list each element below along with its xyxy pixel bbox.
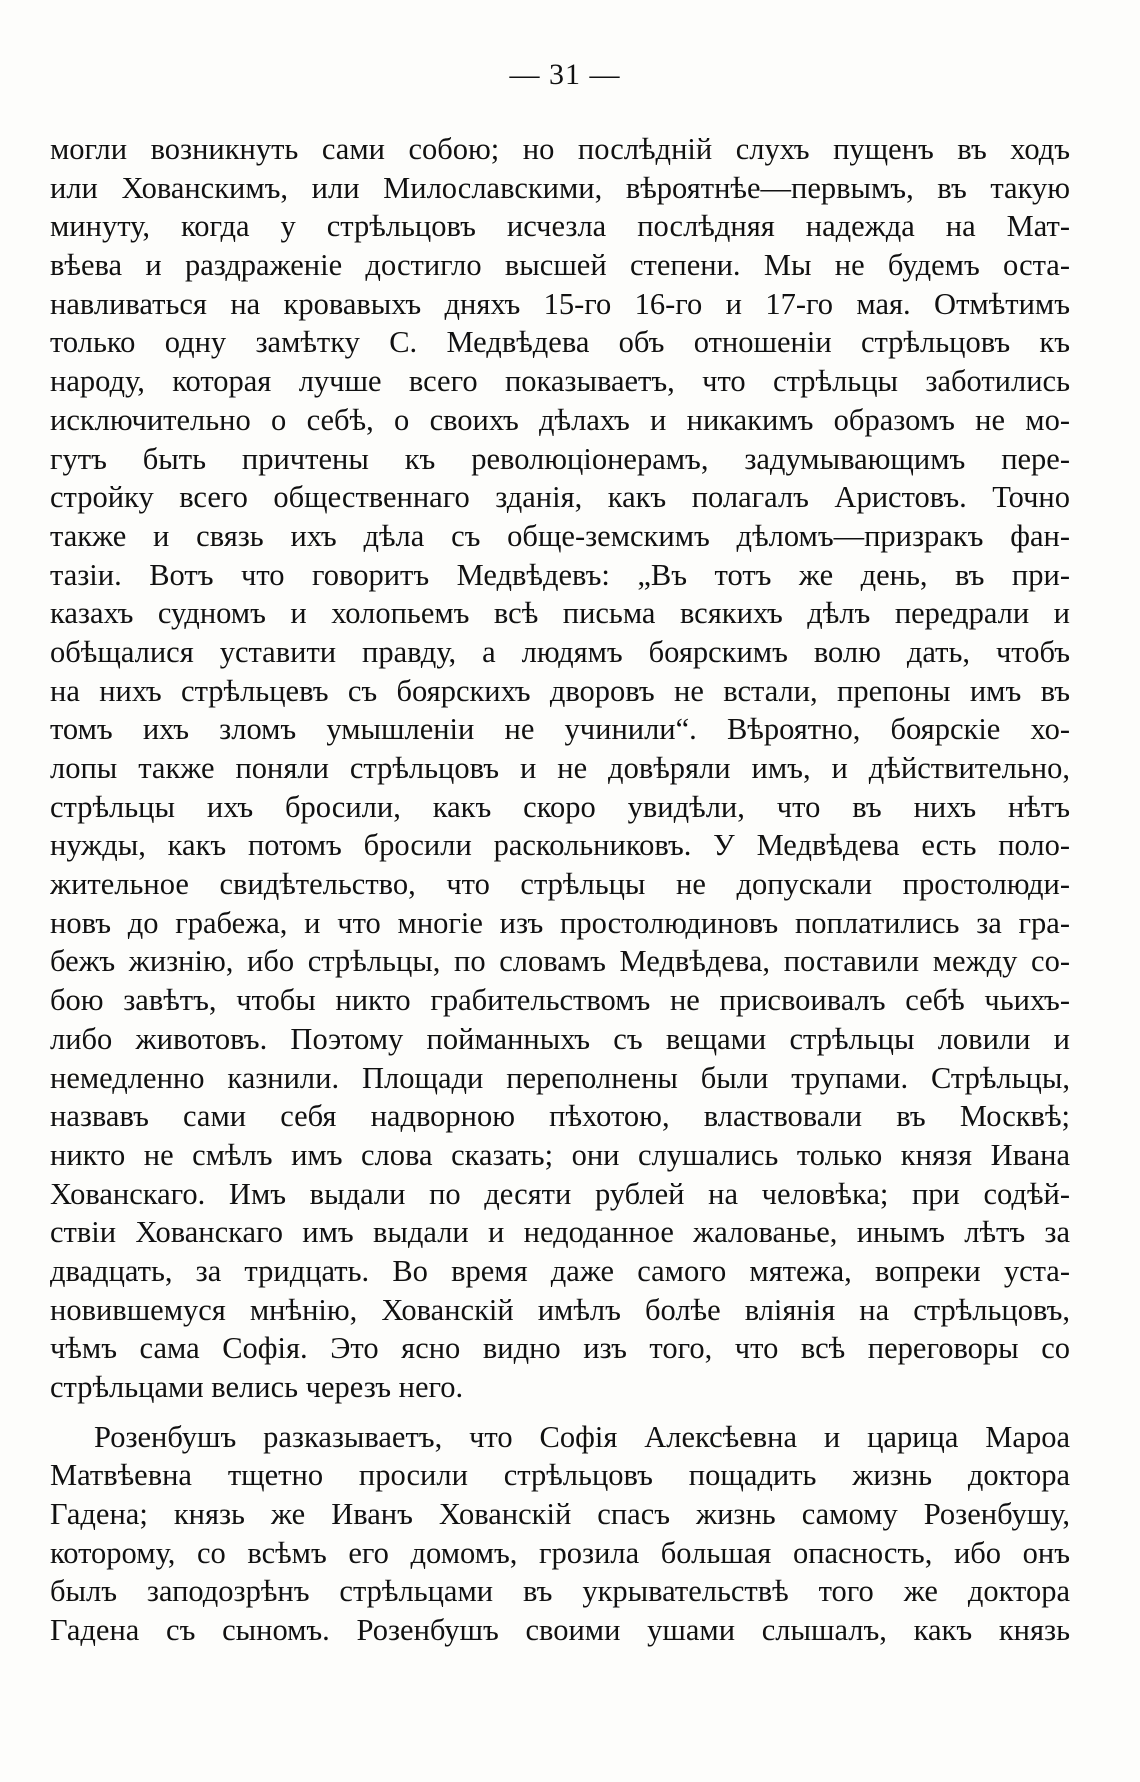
text-line: Гадена съ сыномъ. Розенбушъ своими ушами слышалъ, какъ князь [50, 1613, 1070, 1648]
text-line: Хованскаго. Имъ выдали по десяти рублей на человѣка; при содѣй- [50, 1176, 1070, 1211]
text-line: бою завѣтъ, чтобы никто грабительствомъ не присвоивалъ себѣ чьихъ- [50, 983, 1070, 1018]
text-line: могли возникнуть сами собою; но послѣдній слухъ пущенъ въ ходъ [50, 132, 1070, 166]
text-line: на нихъ стрѣльцевъ съ боярскихъ дворовъ не встали, препоны имъ въ [50, 673, 1070, 708]
text-line: навливаться на кровавыхъ дняхъ 15-го 16-го и 17-го мая. Отмѣтимъ [50, 286, 1070, 321]
paragraph-2 [50, 1418, 1070, 1650]
paragraph-gap [50, 1407, 1070, 1418]
text-line: бежъ жизнію, ибо стрѣльцы, по словамъ Медвѣдева, поставили между со- [50, 944, 1070, 979]
text-line: обѣщалися уставити правду, а людямъ боярскимъ волю дать, чтобъ [50, 634, 1070, 669]
page-number: — 31 — [509, 58, 621, 91]
text-line: также и связь ихъ дѣла съ обще-земскимъ дѣломъ—призракъ фан- [50, 518, 1070, 553]
text-line: Матвѣевна тщетно просили стрѣльцовъ пощадить жизнь доктора [50, 1458, 1070, 1493]
text-line: былъ заподозрѣнъ стрѣльцами въ укрывательствѣ того же доктора [50, 1574, 1070, 1609]
text-line: лопы также поняли стрѣльцовъ и не довѣряли имъ, и дѣйствительно, [50, 751, 1070, 785]
text-line: либо животовъ. Поэтому пойманныхъ съ вещами стрѣльцы ловили и [50, 1021, 1070, 1056]
text-line: ствіи Хованскаго имъ выдали и недоданное жалованье, инымъ лѣтъ за [50, 1215, 1070, 1250]
text-line: жительное свидѣтельство, что стрѣльцы не допускали простолюди- [50, 867, 1070, 902]
text-line: тазіи. Вотъ что говоритъ Медвѣдевъ: „Въ тотъ же день, въ при- [50, 557, 1070, 592]
paragraph-1 [50, 130, 1070, 1407]
text-body [50, 130, 1070, 1650]
text-line: стрѣльцы ихъ бросили, какъ скоро увидѣли, что въ нихъ нѣтъ [50, 789, 1070, 824]
text-line: чѣмъ сама Софія. Это ясно видно изъ того, что всѣ переговоры со [50, 1331, 1070, 1366]
text-line: двадцать, за тридцать. Во время даже самого мятежа, вопреки уста- [50, 1253, 1070, 1288]
text-line: которому, со всѣмъ его домомъ, грозила большая опасность, ибо онъ [50, 1535, 1070, 1570]
text-line: вѣева и раздраженіе достигло высшей степени. Мы не будемъ оста- [50, 248, 1070, 283]
text-line: народу, которая лучше всего показываетъ, что стрѣльцы заботились [50, 364, 1070, 399]
text-line: назвавъ сами себя надворною пѣхотою, властвовали въ Москвѣ; [50, 1099, 1070, 1134]
text-line: только одну замѣтку С. Медвѣдева объ отношеніи стрѣльцовъ къ [50, 325, 1070, 360]
text-line: немедленно казнили. Площади переполнены были трупами. Стрѣльцы, [50, 1060, 1070, 1095]
text-line: казахъ судномъ и холопьемъ всѣ письма всякихъ дѣлъ передрали и [50, 596, 1070, 631]
text-line: исключительно о себѣ, о своихъ дѣлахъ и никакимъ образомъ не мо- [50, 402, 1070, 437]
text-line: нужды, какъ потомъ бросили раскольниковъ. У Медвѣдева есть поло- [50, 828, 1070, 863]
text-line: стройку всего общественнаго зданія, какъ полагалъ Аристовъ. Точно [50, 480, 1070, 515]
text-line: стрѣльцами велись черезъ него. [50, 1370, 464, 1404]
text-line: гутъ быть причтены къ революціонерамъ, задумывающимъ пере- [50, 441, 1070, 476]
text-line: новившемуся мнѣнію, Хованскій имѣлъ болѣе вліянія на стрѣльцовъ, [50, 1292, 1070, 1327]
text-line: томъ ихъ зломъ умышленіи не учинили“. Вѣроятно, боярскіе хо- [50, 712, 1070, 747]
text-line: Гадена; князь же Иванъ Хованскій спасъ жизнь самому Розенбушу, [50, 1497, 1070, 1532]
text-line: минуту, когда у стрѣльцовъ исчезла послѣдняя надежда на Мат- [50, 209, 1070, 244]
text-line: новъ до грабежа, и что многіе изъ простолюдиновъ поплатились за гра- [50, 905, 1070, 940]
text-line: Розенбушъ разказываетъ, что Софія Алексѣевна и царица Мароа [94, 1419, 1070, 1454]
text-line: или Хованскимъ, или Милославскими, вѣроятнѣе—первымъ, въ такую [50, 170, 1070, 205]
text-line: никто не смѣлъ имъ слова сказать; они слушались только князя Ивана [50, 1137, 1070, 1172]
